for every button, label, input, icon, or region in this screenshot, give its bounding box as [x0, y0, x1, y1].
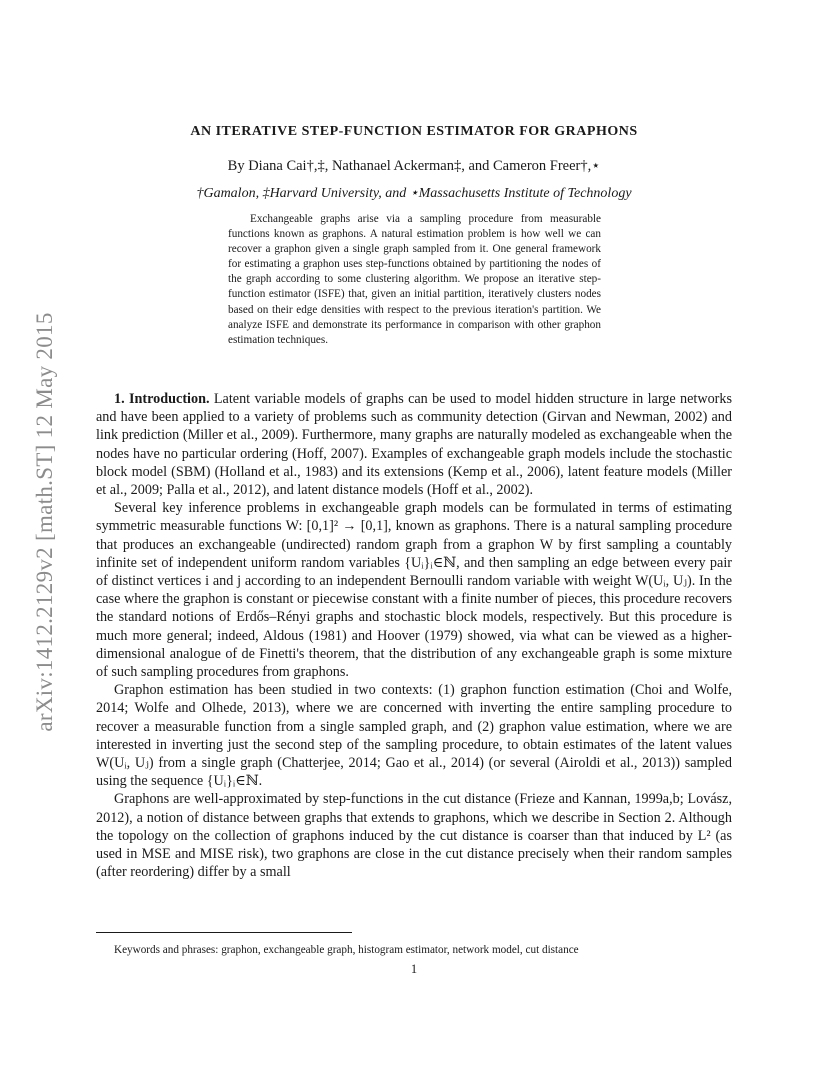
arxiv-identifier-text: arXiv:1412.2129v2 [math.ST] 12 May 2015 — [32, 312, 57, 732]
introduction-section — [96, 390, 732, 881]
page-number: 1 — [410, 962, 418, 976]
abstract: Exchangeable graphs arise via a sampling procedure from measurable functions known as graphons. A natural estimation problem is how well we can recover a graphon given a single graph sampled from it. One general framework for estimating a graphon uses step-functions obtained by partitioning the nodes of the graph according to some clustering algorithm. We propose an iterative step-function estimator (ISFE) that, given an initial partition, iteratively clusters nodes based on their edge densities with respect to the previous iteration's partition. We analyze ISFE and demonstrate its performance in comparison with other graphon estimation techniques. — [228, 213, 601, 346]
intro-paragraph-1 — [96, 390, 732, 499]
paper-title: AN ITERATIVE STEP-FUNCTION ESTIMATOR FOR GRAPHONS — [190, 124, 638, 139]
intro-paragraph-4: Graphons are well-approximated by step-functions in the cut distance (Frieze and Kannan, 1999a,b; Lovász, 2012), a notion of distance between graphs that extends to graphons, which we describe in Section 2. Although the topology on the collection of graphons induced by the cut distance is coarser than that induced by L² (as used in MSE and MISE risk), two graphons are close in the cut distance precisely when their random samples (after reordering) differ by a small — [96, 791, 732, 881]
keywords-footnote: Keywords and phrases: graphon, exchangeable graph, histogram estimator, network model, cut distance — [114, 944, 579, 956]
section-heading: 1. Introduction. — [114, 391, 210, 407]
intro-paragraph-1-text: Latent variable models of graphs can be used to model hidden structure in large networks and have been applied to a variety of problems such as community detection (Girvan and Newman, 2002) and link prediction (Miller et al., 2009). Furthermore, many graphs are naturally modeled as exchangeable when the nodes have no particular ordering (Hoff, 2007). Examples of exchangeable graph models include the stochastic block model (SBM) (Holland et al., 1983) and its extensions (Kemp et al., 2006), latent feature models (Miller et al., 2009; Palla et al., 2012), and latent distance models (Hoff et al., 2002). — [96, 391, 733, 499]
footnote-rule — [96, 932, 352, 933]
arxiv-identifier-sidebar — [20, 272, 70, 772]
author-line: By Diana Cai†,‡, Nathanael Ackerman‡, and Cameron Freer†,⋆ — [227, 158, 601, 174]
intro-paragraph-3: Graphon estimation has been studied in two contexts: (1) graphon function estimation (Choi and Wolfe, 2014; Wolfe and Olhede, 2013), where we are concerned with inverting the entire sampling procedure to recover a measurable function from a single sampled graph, and (2) graphon value estimation, where we are interested in inverting just the second step of the sampling procedure, to obtain estimates of the latent values W(Uᵢ, Uⱼ) from a single graph (Chatterjee, 2014; Gao et al., 2014) (or several (Airoldi et al., 2013)) sampled using the sequence {Uᵢ}ᵢ∈ℕ. — [96, 682, 732, 790]
intro-paragraph-2: Several key inference problems in exchangeable graph models can be formulated in terms of estimating symmetric measurable functions W: [0,1]² → [0,1], known as graphons. There is a natural sampling procedure that produces an exchangeable (undirected) random graph from a graphon W by first sampling a countably infinite set of independent uniform random variables {Uᵢ}ᵢ∈ℕ, and then sampling an edge between every pair of distinct vertices i and j according to an independent Bernoulli random variable with weight W(Uᵢ, Uⱼ). In the case where the graphon is constant or piecewise constant with a finite number of pieces, this procedure recovers the standard notions of Erdős–Rényi graphs and stochastic block models, respectively. But this procedure is much more general; indeed, Aldous (1981) and Hoover (1979) showed, via what can be viewed as a higher-dimensional analogue of de Finetti's theorem, that the distribution of any exchangeable graph is some mixture of such sampling procedures from graphons. — [96, 500, 732, 681]
affiliation-line: †Gamalon, ‡Harvard University, and ⋆Massachusetts Institute of Technology — [196, 186, 632, 201]
